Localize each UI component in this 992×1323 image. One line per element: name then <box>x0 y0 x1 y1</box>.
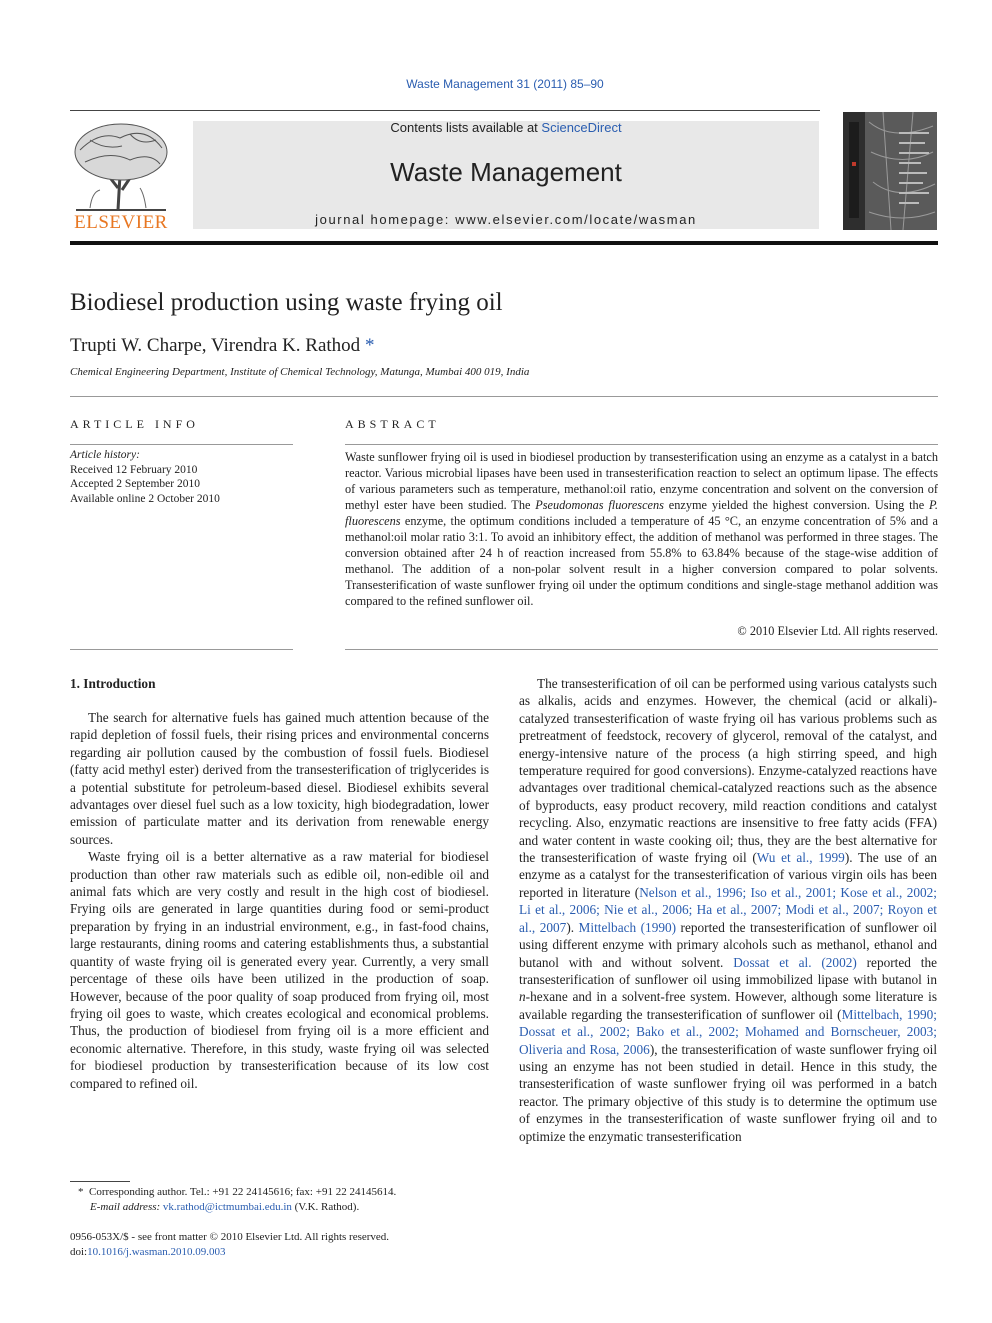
accepted-date: Accepted 2 September 2010 <box>70 478 200 490</box>
introduction-column-1 <box>70 709 489 1092</box>
citation-link[interactable]: Wu et al., 1999 <box>756 850 845 866</box>
journal-title: Waste Management <box>390 157 622 187</box>
intro-paragraph-3: The transesterification of oil can be performed using various catalysts such as alkalis, acids and enzymes. However, the chemical (acid or alkali)-catalyzed transesterification of waste frying oil has various problems such as pretreatment of feedstock, recovery of glycerol, removal of the catalyst, and energy-intensive nature of the process (a high stirring speed, and high temperature required for good conversions). Enzyme-catalyzed reactions have advantages over traditional chemical-catalyzed reactions such as the absence of byproducts, easy product recovery, mild reaction conditions and catalyst recycling. Also, enzymatic reactions are insensitive to free fatty acids (FFA) and water content in waste cooking oil; thus, they are the best alternative for the transesterification of waste frying oil (Wu et al., 1999). The use of an enzyme as a catalyst for the transesterification of various virgin oils has been reported in literature (Nelson et al., 1996; Iso et al., 2001; Kose et al., 2002; Li et al., 2006; Nie et al., 2006; Ha et al., 2007; Modi et al., 2007; Royon et al., 2007). Mittelbach (1990) reported the transesterification of sunflower oil using different enzyme with primary alcohols such as methanol, ethanol and butanol with and without solvent. Dossat et al. (2002) reported the transesterification of sunflower oil using immobilized lipase with butanol in n-hexane and in a solvent-free system. However, although some literature is available regarding the transesterification of sunflower oil (Mittelbach, 1990; Dossat et al., 2002; Bako et al., 2002; Mohamed and Bornscheuer, 2003; Oliveria and Rosa, 2006), the transesterification of waste sunflower frying oil using an enzyme has not been studied in detail. Hence in this study, the transesterification of waste sunflower frying oil was performed in a batch reactor. The primary objective of this study is to determine the optimum use of enzymes in the transesterification of waste sunflower frying oil and to optimize the enzymatic transesterification <box>519 676 938 1144</box>
corresponding-author-mark[interactable]: * <box>364 335 375 356</box>
article-info-heading: ARTICLE INFO <box>70 417 199 431</box>
citation-link[interactable]: Dossat et al. (2002) <box>733 954 857 970</box>
abstract-heading: ABSTRACT <box>345 417 440 431</box>
history-label: Article history: <box>70 449 140 461</box>
journal-reference[interactable]: Waste Management 31 (2011) 85–90 <box>406 77 604 91</box>
email-owner: (V.K. Rathod). <box>294 1201 360 1213</box>
author-affiliation: Chemical Engineering Department, Institute of Chemical Technology, Matunga, Mumbai 400 019, India <box>70 366 530 378</box>
front-matter <box>70 1230 510 1260</box>
article-info-bottom-rule <box>70 649 293 650</box>
sciencedirect-link[interactable]: ScienceDirect <box>541 120 622 135</box>
corresponding-author-footnote <box>70 1185 510 1215</box>
abstract-copyright: © 2010 Elsevier Ltd. All rights reserved. <box>737 624 938 638</box>
intro-paragraph-1: The search for alternative fuels has gained much attention because of the rapid depletion of fossil fuels, their rising prices and environmental concerns regarding air pollution caused by the combustion of fossil fuels. Biodiesel (fatty acid methyl ester) derived from the transesterification of triglycerides is a potential substitute for petroleum-based diesel. Biodiesel exhibits several advantages over diesel fuel such as a low toxicity, high biodegradation, lower emission of particulate matter and its derivation from renewable energy sources. <box>70 710 489 847</box>
contents-text: Contents lists available at <box>390 120 542 135</box>
abstract-text: Waste sunflower frying oil is used in biodiesel production by transesterification using an enzyme as a catalyst in a batch reactor. Various microbial lipases have been used in transesterification reaction to select an optimum lipase. The effects of various parameters such as temperature, methanol:oil ratio, enzyme concentration and solvent on the conversion of methyl ester have been studied. The Pseudomonas fluorescens enzyme yielded the highest conversion. Using the P. fluorescens enzyme, the optimum conditions included a temperature of 45 °C, an enzyme concentration of 5% and a methanol:oil molar ratio 3:1. To avoid an inhibitory effect, the addition of methanol was performed in three stages. The conversion obtained after 24 h of reaction increased from 55.8% to 63.84% because of the stage-wise addition of methanol. The addition of a non-polar solvent result in a higher conversion compared to polar solvents. Transesterification of waste sunflower frying oil under the optimum conditions and single-stage methanol addition was compared to the refined sunflower oil. <box>345 450 938 608</box>
received-date: Received 12 February 2010 <box>70 463 198 476</box>
footnote-contact: Corresponding author. Tel.: +91 22 24145616; fax: +91 22 24145614. <box>89 1186 397 1198</box>
article-info-rule <box>70 444 293 445</box>
journal-cover-image <box>843 112 937 230</box>
article-authors <box>70 335 374 357</box>
doi-label: doi: <box>70 1246 88 1258</box>
doi-link[interactable]: 10.1016/j.wasman.2010.09.003 <box>87 1246 226 1258</box>
abstract-bottom-rule <box>345 649 938 650</box>
footnote-rule <box>70 1181 130 1182</box>
header-thick-rule <box>70 241 938 245</box>
introduction-column-2 <box>519 675 937 1145</box>
intro-paragraph-2: Waste frying oil is a better alternative as a raw material for biodiesel production than other raw materials such as edible oil, non-edible oil and animal fats which are very costly and result in the high cost of biodiesel. Frying oils are generated in large quantities during food or semi-product preparation by frying in an industrial environment, e.g., in fast-food chains, large restaurants, dining rooms and catering establishments thus, a substantial quantity of waste frying oil is generated every year. Currently, a very small percentage of these oils have been utilized in the production of soap. However, because of the poor quality of soap produced from frying oil, most frying oil goes to waste, which creates ecological and economical problems. Thus, the production of biodiesel from frying oil is a more efficient and economic alternative. Therefore, in this study, waste frying oil was selected for biodiesel production by transesterification because of its low cost compared to refined oil. <box>70 849 489 1091</box>
elsevier-wordmark: ELSEVIER <box>74 212 168 233</box>
email-label: E-mail address: <box>90 1201 161 1213</box>
citation-link[interactable]: Mittelbach, 1990; Dossat et al., 2002; Bako et al., 2002; Mohamed and Bornscheuer, 2003; Oliveria and Rosa, 2006 <box>519 1006 937 1057</box>
header-rule <box>70 110 820 111</box>
journal-homepage[interactable]: journal homepage: www.elsevier.com/locate/wasman <box>315 212 697 227</box>
title-divider <box>70 396 938 397</box>
article-title: Biodiesel production using waste frying oil <box>70 289 503 316</box>
footnote-mark: * <box>78 1186 84 1198</box>
abstract-rule <box>345 444 938 445</box>
front-matter-text: 0956-053X/$ - see front matter © 2010 Elsevier Ltd. All rights reserved. <box>70 1231 390 1243</box>
citation-link[interactable]: Nelson et al., 1996; Iso et al., 2001; Kose et al., 2002; Li et al., 2006; Nie et al., 2006; Ha et al., 2007; Modi et al., 2007; Royon et al., 2007 <box>519 884 938 935</box>
introduction-heading: 1. Introduction <box>70 676 156 691</box>
contents-line <box>193 120 819 135</box>
author-names: Trupti W. Charpe, Virendra K. Rathod <box>70 335 361 356</box>
author-email-link[interactable]: vk.rathod@ictmumbai.edu.in <box>162 1201 292 1213</box>
article-history <box>70 448 300 506</box>
online-date: Available online 2 October 2010 <box>70 492 220 505</box>
citation-link[interactable]: Mittelbach (1990) <box>578 919 677 935</box>
